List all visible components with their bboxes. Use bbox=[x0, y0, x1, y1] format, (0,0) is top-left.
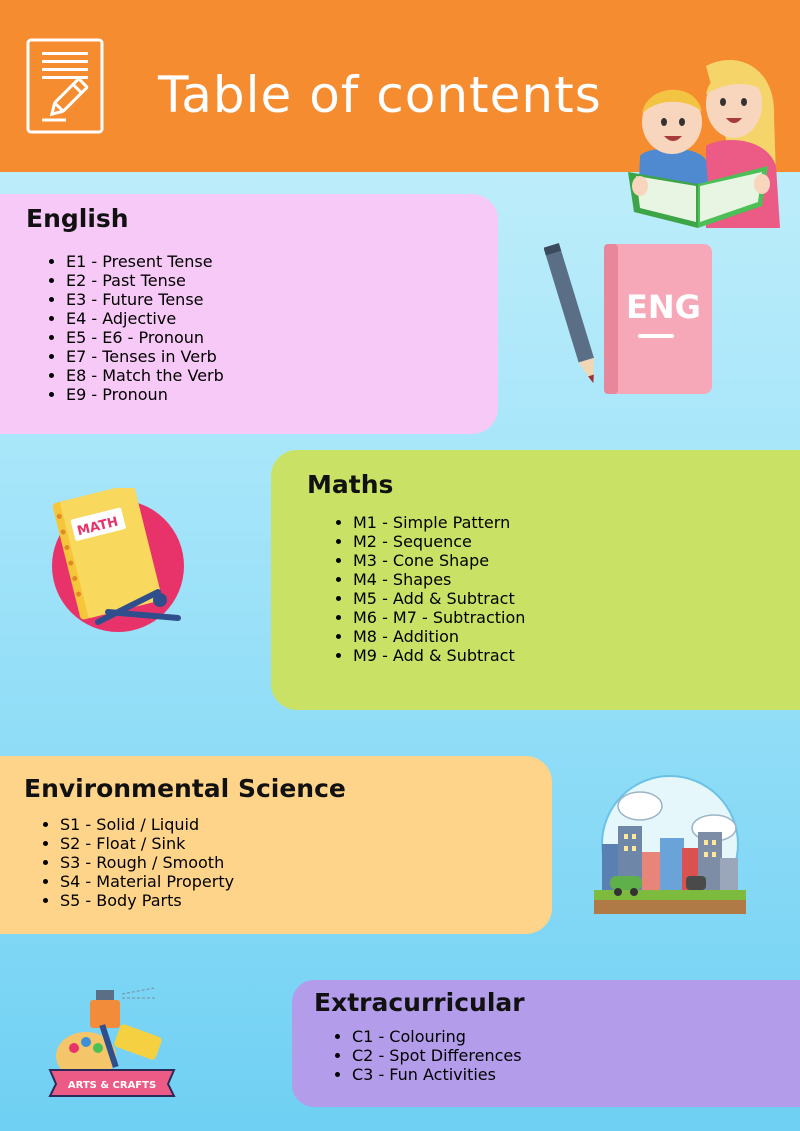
section-heading-maths: Maths bbox=[307, 470, 394, 499]
list-item: • C3 - Fun Activities bbox=[352, 1065, 522, 1084]
math-book-label: MATH bbox=[75, 514, 120, 540]
list-item: • S5 - Body Parts bbox=[60, 891, 234, 910]
list-item: • M2 - Sequence bbox=[353, 532, 525, 551]
list-item: • E7 - Tenses in Verb bbox=[66, 347, 224, 366]
english-topic-list bbox=[66, 252, 224, 404]
section-heading-english: English bbox=[26, 204, 129, 233]
list-item: • M3 - Cone Shape bbox=[353, 551, 525, 570]
eng-notebook-pencil-icon bbox=[544, 240, 716, 396]
arts-crafts-label: ARTS & CRAFTS bbox=[67, 1080, 157, 1091]
list-item: • E4 - Adjective bbox=[66, 309, 224, 328]
maths-section bbox=[271, 450, 800, 710]
list-item: • C1 - Colouring bbox=[352, 1027, 522, 1046]
maths-topic-list bbox=[353, 513, 525, 665]
list-item: • M6 - M7 - Subtraction bbox=[353, 608, 525, 627]
document-edit-icon bbox=[26, 38, 104, 134]
list-item: • M4 - Shapes bbox=[353, 570, 525, 589]
page-title: Table of contents bbox=[158, 66, 602, 124]
list-item: • M5 - Add & Subtract bbox=[353, 589, 525, 608]
list-item: • E1 - Present Tense bbox=[66, 252, 224, 271]
section-heading-extracurricular: Extracurricular bbox=[314, 988, 525, 1017]
list-item: • S4 - Material Property bbox=[60, 872, 234, 891]
list-item: • M1 - Simple Pattern bbox=[353, 513, 525, 532]
list-item: • M9 - Add & Subtract bbox=[353, 646, 525, 665]
list-item: • S1 - Solid / Liquid bbox=[60, 815, 234, 834]
list-item: • C2 - Spot Differences bbox=[352, 1046, 522, 1065]
math-book-compass-icon bbox=[38, 488, 196, 636]
list-item: • E2 - Past Tense bbox=[66, 271, 224, 290]
list-item: • E9 - Pronoun bbox=[66, 385, 224, 404]
list-item: • S2 - Float / Sink bbox=[60, 834, 234, 853]
list-item: • M8 - Addition bbox=[353, 627, 525, 646]
list-item: • S3 - Rough / Smooth bbox=[60, 853, 234, 872]
arts-crafts-icon bbox=[46, 986, 182, 1098]
list-item: • E8 - Match the Verb bbox=[66, 366, 224, 385]
eng-book-label: ENG bbox=[626, 288, 701, 326]
list-item: • E5 - E6 - Pronoun bbox=[66, 328, 224, 347]
extracurricular-topic-list bbox=[352, 1027, 522, 1084]
list-item: • E3 - Future Tense bbox=[66, 290, 224, 309]
mother-child-reading-icon bbox=[626, 56, 782, 228]
section-heading-environmental-science: Environmental Science bbox=[24, 774, 346, 803]
science-topic-list bbox=[60, 815, 234, 910]
city-globe-icon bbox=[586, 772, 756, 922]
